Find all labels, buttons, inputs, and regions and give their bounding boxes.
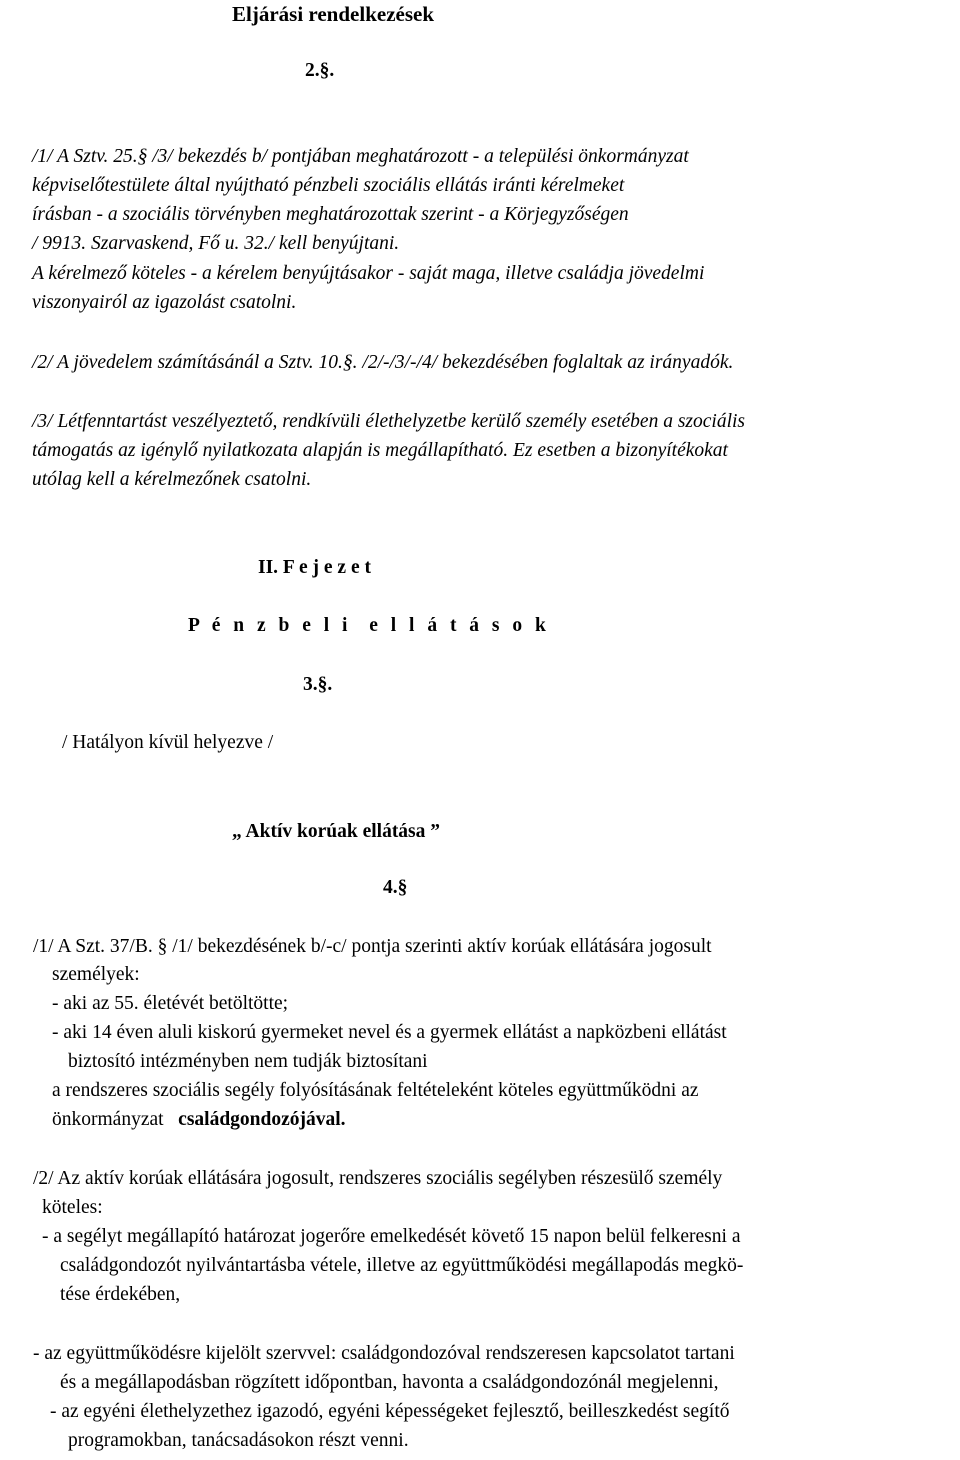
sec4-p2-line3: - a segélyt megállapító határozat jogerőre emelkedését követő 15 napon belül felkeresni a	[42, 1226, 741, 1247]
sec4-p2-line8: - az egyéni élethelyzethez igazodó, egyéni képességeket fejlesztő, beilleszkedést segítő	[50, 1401, 730, 1422]
section-2-number: 2.§.	[305, 60, 335, 81]
sec4-p1-line4: - aki 14 éven aluli kiskorú gyermeket nevel és a gyermek ellátást a napközbeni ellátást	[52, 1022, 727, 1043]
sec2-p2: /2/ A jövedelem számításánál a Sztv. 10.§. /2/-/3/-/4/ bekezdésében foglaltak az irányadók.	[32, 352, 734, 373]
section-3-note: / Hatályon kívül helyezve /	[62, 732, 274, 753]
sec4-p2-line5: tése érdekében,	[60, 1284, 181, 1305]
sec2-p1-line1: /1/ A Sztv. 25.§ /3/ bekezdés b/ pontjában meghatározott - a települési önkormányzat	[32, 146, 689, 167]
section-4-number: 4.§	[383, 877, 408, 898]
sec4-p1-line7-text: önkormányzat	[52, 1109, 164, 1130]
sec4-p1-bold-term: családgondozójával.	[178, 1109, 346, 1130]
sec2-p1-line5: A kérelmező köteles - a kérelem benyújtásakor - saját maga, illetve családja jövedelmi	[32, 263, 705, 284]
sec4-p2-line1: /2/ Az aktív korúak ellátására jogosult, rendszeres szociális segélyben részesülő személy	[33, 1168, 723, 1189]
sec4-p2-line9: programokban, tanácsadásokon részt venni.	[68, 1430, 409, 1451]
sec2-p3-line3: utólag kell a kérelmezőnek csatolni.	[32, 469, 312, 490]
sec2-p1-line6: viszonyairól az igazolást csatolni.	[32, 292, 297, 313]
sec2-p1-line4: / 9913. Szarvaskend, Fő u. 32./ kell benyújtani.	[32, 233, 400, 254]
section-4-title: „ Aktív korúak ellátása ”	[232, 821, 441, 842]
sec2-p3-line2: támogatás az igénylő nyilatkozata alapján is megállapítható. Ez esetben a bizonyítékokat	[32, 440, 728, 461]
sec4-p1-line6: a rendszeres szociális segély folyósításának feltételeként köteles együttműködni az	[52, 1080, 699, 1101]
section-3-number: 3.§.	[303, 674, 333, 695]
chapter-subtitle: P é n z b e l i e l l á t á s o k	[188, 615, 550, 636]
sec2-p3-line1: /3/ Létfenntartást veszélyeztető, rendkívüli élethelyzetbe kerülő személy esetében a szociális	[32, 411, 745, 432]
sec4-p2-line7: és a megállapodásban rögzített időpontban, havonta a családgondozónál megjelenni,	[60, 1372, 719, 1393]
sec4-p1-line1: /1/ A Szt. 37/B. § /1/ bekezdésének b/-c/ pontja szerinti aktív korúak ellátására jogosult	[33, 936, 712, 957]
sec4-p2-line4: családgondozót nyilvántartásba vétele, illetve az együttműködési megállapodás megkö-	[60, 1255, 744, 1276]
sec4-p1-line5: biztosító intézményben nem tudják biztosítani	[68, 1051, 428, 1072]
sec2-p1-line2: képviselőtestülete által nyújtható pénzbeli szociális ellátás iránti kérelmeket	[32, 175, 625, 196]
sec4-p1-line3: - aki az 55. életévét betöltötte;	[52, 993, 289, 1014]
sec2-p1-line3: írásban - a szociális törvényben meghatározottak szerint - a Körjegyzőségen	[32, 204, 629, 225]
sec4-p2-line6: - az együttműködésre kijelölt szervvel: családgondozóval rendszeresen kapcsolatot tartani	[33, 1343, 735, 1364]
sec4-p1-line7	[52, 1108, 346, 1132]
sec4-p1-line2: személyek:	[52, 964, 140, 985]
chapter-title: II. F e j e z e t	[258, 557, 371, 578]
document-heading: Eljárási rendelkezések	[232, 2, 435, 26]
sec4-p2-line2: köteles:	[42, 1197, 103, 1218]
